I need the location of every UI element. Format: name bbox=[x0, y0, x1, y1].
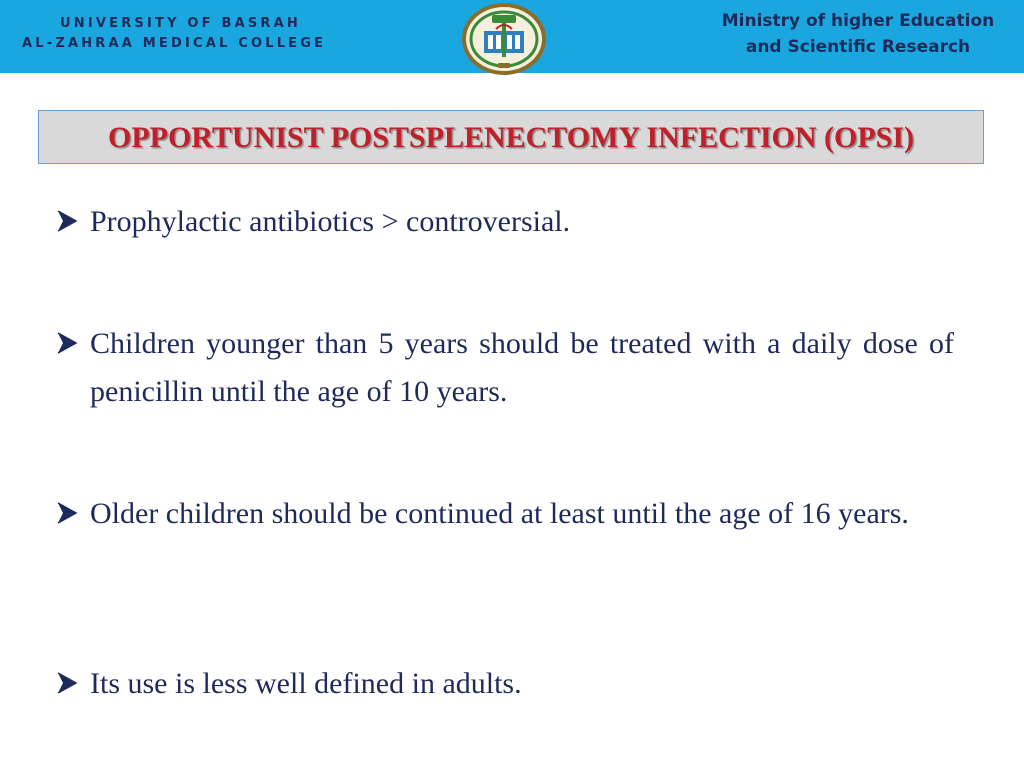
arrow-bullet-icon bbox=[54, 320, 84, 368]
university-name bbox=[22, 14, 352, 54]
arrow-bullet-icon bbox=[54, 660, 84, 708]
slide-title-box bbox=[38, 110, 984, 164]
ministry-line1: Ministry of higher Education bbox=[721, 11, 995, 31]
slide-title: OPPORTUNIST POSTSPLENECTOMY INFECTION (OPSI) bbox=[107, 121, 914, 154]
bullet-item bbox=[54, 490, 954, 538]
ministry-line2: and Scientific Research bbox=[745, 37, 971, 57]
bullet-text: Prophylactic antibiotics > controversial. bbox=[90, 205, 571, 238]
university-line1: UNIVERSITY OF BASRAH bbox=[60, 16, 301, 31]
bullet-item bbox=[54, 320, 954, 416]
arrow-bullet-icon bbox=[54, 490, 84, 538]
bullet-text: Children younger than 5 years should be treated with a daily dose of penicillin until the age of 10 years. bbox=[90, 327, 954, 408]
bullet-text: Older children should be continued at least until the age of 16 years. bbox=[90, 497, 909, 530]
bullet-item bbox=[54, 198, 954, 246]
bullet-item bbox=[54, 660, 954, 708]
college-line2: AL-ZAHRAA MEDICAL COLLEGE bbox=[22, 36, 327, 51]
college-seal-icon bbox=[460, 1, 548, 77]
ministry-name bbox=[700, 8, 1016, 60]
bullet-text: Its use is less well defined in adults. bbox=[90, 667, 522, 700]
header-bar bbox=[0, 0, 1024, 73]
arrow-bullet-icon bbox=[54, 198, 84, 246]
